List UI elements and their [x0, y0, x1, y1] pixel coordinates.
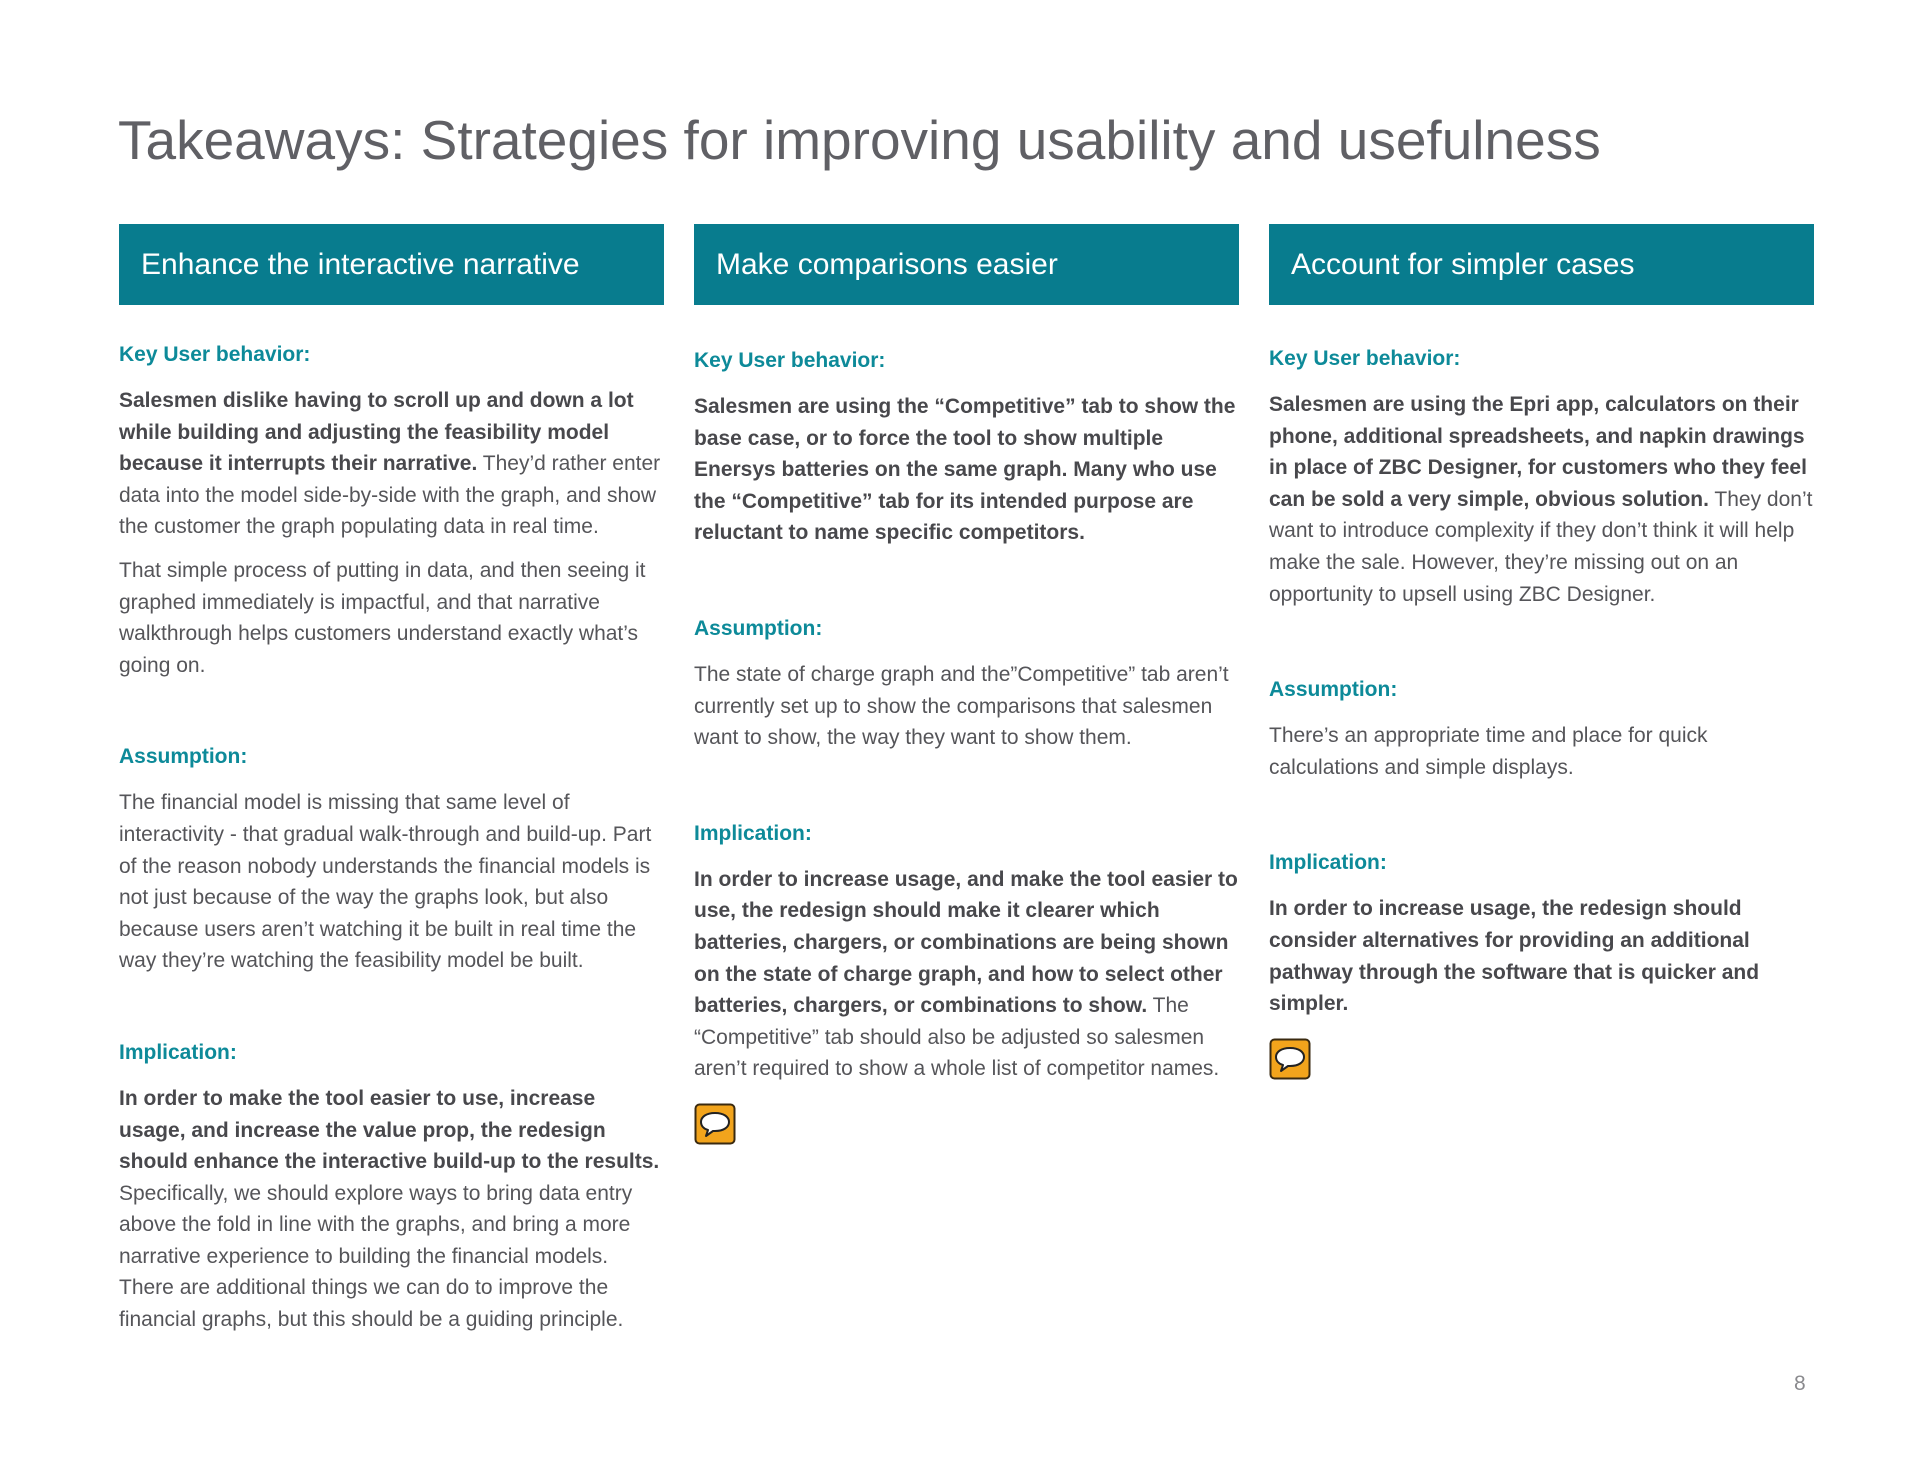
key-behavior-bold: Salesmen are using the Epri app, calculators on their phone, additional spreadsheets, and napkin drawings in place of ZBC Designer, for customers who they feel can be sold a very simple, obvious solution. — [1269, 393, 1807, 511]
assumption-text: The financial model is missing that same level of interactivity - that gradual walk-through and build-up. Part of the reason nobody understands the financial models is not just because of the way the graphs look, but also because users aren’t watching it be built in real time the way they’re watching the feasibility model be built. — [119, 791, 652, 973]
implication-bold: In order to increase usage, and make the tool easier to use, the redesign should make it clearer which batteries, chargers, or combinations are being shown on the state of charge graph, and how to select other batteries, chargers, or combinations to show. — [694, 867, 1238, 1018]
column-body — [119, 305, 664, 1336]
comment-icon[interactable] — [694, 1103, 736, 1145]
implication-detail: The “Competitive” tab should also be adjusted so salesmen aren’t required to show a whole list of competitor names. — [694, 994, 1220, 1081]
key-behavior-bold: Salesmen are using the “Competitive” tab to show the base case, or to force the tool to show multiple Enersys batteries on the same graph. Many who use the “Competitive” tab for its intended purpose are reluctant to name specific competitors. — [694, 395, 1236, 545]
key-behavior-text — [694, 391, 1239, 549]
column-header-title: Enhance the interactive narrative — [141, 247, 580, 281]
page-title: Takeaways: Strategies for improving usability and usefulness — [118, 109, 1601, 171]
key-behavior-detail: They don’t want to introduce complexity if they don’t think it will help make the sale. However, they’re missing out on an opportunity to upsell using ZBC Designer. — [1269, 487, 1813, 606]
assumption-label: Assumption: — [694, 616, 823, 640]
column-header — [119, 224, 664, 305]
key-behavior-label: Key User behavior: — [1269, 347, 1461, 370]
key-behavior-label: Key User behavior: — [694, 349, 886, 372]
column-header-title: Account for simpler cases — [1291, 247, 1635, 281]
key-behavior-text — [119, 385, 664, 543]
column-header — [694, 224, 1239, 305]
column-body — [694, 305, 1239, 1150]
key-behavior-bold: Salesmen dislike having to scroll up and down a lot while building and adjusting the feasibility model because it interrupts their narrative. — [119, 389, 634, 476]
column-header-title: Make comparisons easier — [716, 247, 1058, 281]
assumption-text: There’s an appropriate time and place for quick calculations and simple displays. — [1269, 724, 1708, 779]
implication-bold: In order to increase usage, the redesign should consider alternatives for providing an additional pathway through the software that is quicker and simpler. — [1269, 897, 1760, 1016]
assumption-label: Assumption: — [1269, 678, 1398, 702]
column-comparisons — [694, 224, 1239, 1150]
column-simpler-cases — [1269, 224, 1814, 1085]
column-body — [1269, 305, 1814, 1085]
implication-label: Implication: — [119, 1040, 237, 1064]
key-behavior-text — [1269, 389, 1814, 610]
key-behavior-detail: They’d rather enter data into the model side-by-side with the graph, and show the customer the graph populating data in real time. — [119, 452, 661, 539]
implication-detail: Specifically, we should explore ways to bring data entry above the fold in line with the graphs, and bring a more narrative experience to building the financial models. There are additional things we can do to improve the financial graphs, but this should be a guiding principle. — [119, 1181, 633, 1332]
page-number: 8 — [1794, 1372, 1806, 1395]
key-behavior-label: Key User behavior: — [119, 343, 311, 366]
implication-text — [119, 1083, 664, 1336]
column-header — [1269, 224, 1814, 305]
implication-label: Implication: — [1269, 851, 1387, 875]
implication-text — [694, 864, 1239, 1085]
key-behavior-text-2: That simple process of putting in data, and then seeing it graphed immediately is impactful, and that narrative walkthrough helps customers understand exactly what’s going on. — [119, 558, 646, 677]
implication-text — [1269, 893, 1814, 1019]
assumption-text: The state of charge graph and the”Competitive” tab aren’t currently set up to show the comparisons that salesmen want to show, the way they want to show them. — [694, 662, 1229, 750]
column-interactive-narrative — [119, 224, 664, 1348]
comment-icon[interactable] — [1269, 1038, 1311, 1080]
assumption-label: Assumption: — [119, 745, 248, 769]
implication-label: Implication: — [694, 821, 812, 845]
implication-bold: In order to make the tool easier to use, increase usage, and increase the value prop, the redesign should enhance the interactive build-up to the results. — [119, 1086, 660, 1174]
